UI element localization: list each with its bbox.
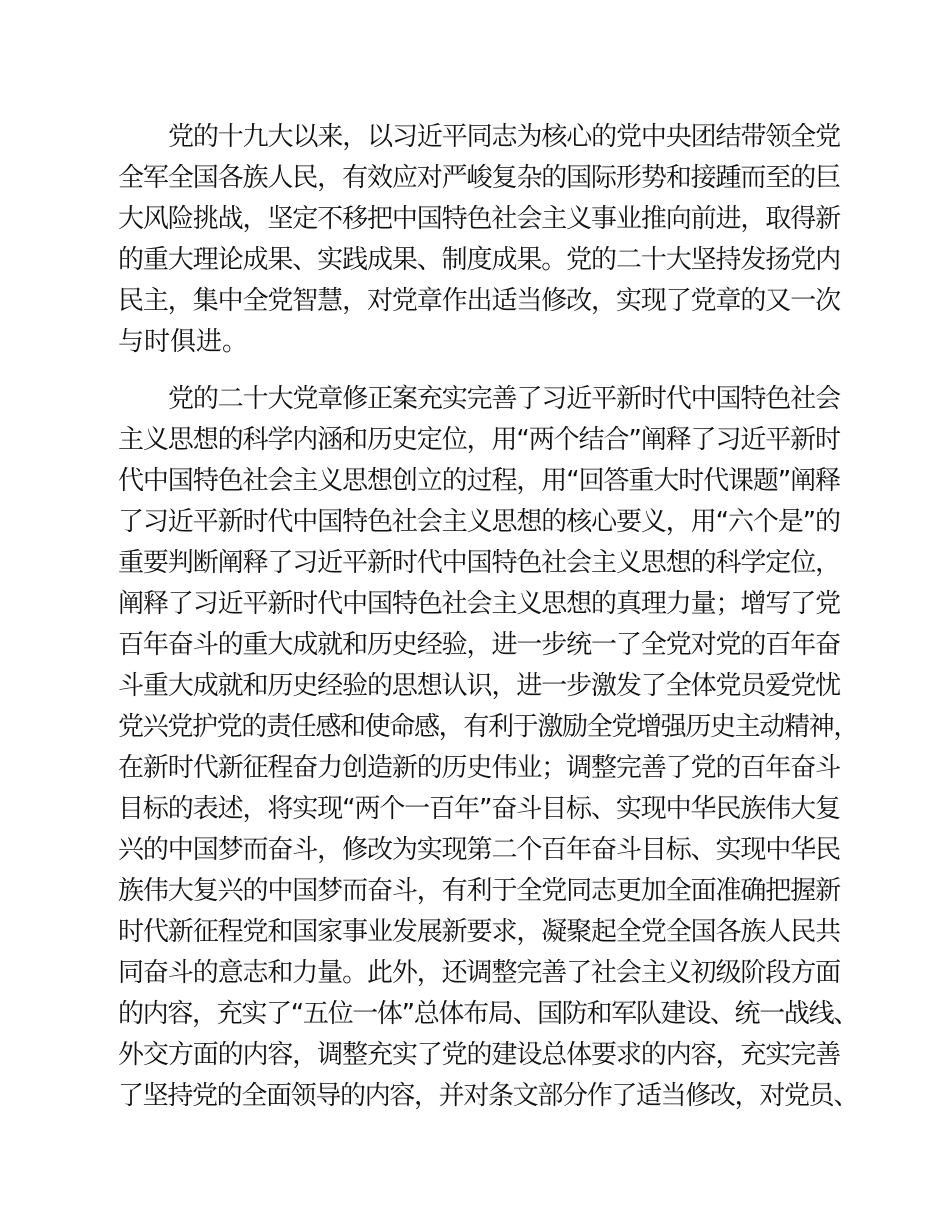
paragraph-2-line-8: 斗重大成就和历史经验的思想认识，进一步激发了全体党员爱党忧 — [118, 671, 841, 701]
paragraph-1-line-3: 大风险挑战，坚定不移把中国特色社会主义事业推向前进，取得新 — [118, 204, 841, 234]
paragraph-2-line-13: 族伟大复兴的中国梦而奋斗，有利于全党同志更加全面准确把握新 — [118, 876, 841, 906]
paragraph-2-line-18: 了坚持党的全面领导的内容，并对条文部分作了适当修改，对党员、 — [118, 1081, 859, 1111]
paragraph-1-line-6: 与时俱进。 — [118, 327, 249, 357]
paragraph-2-line-4: 了习近平新时代中国特色社会主义思想的核心要义，用“六个是”的 — [118, 507, 840, 537]
paragraph-2-line-2: 主义思想的科学内涵和历史定位，用“两个结合”阐释了习近平新时 — [118, 425, 840, 455]
paragraph-2-line-3: 代中国特色社会主义思想创立的过程，用“回答重大时代课题”阐释 — [118, 466, 840, 496]
paragraph-2-line-14: 时代新征程党和国家事业发展新要求，凝聚起全党全国各族人民共 — [118, 917, 841, 947]
paragraph-2-line-6: 阐释了习近平新时代中国特色社会主义思想的真理力量；增写了党 — [118, 589, 841, 619]
paragraph-1-line-4: 的重大理论成果、实践成果、制度成果。党的二十大坚持发扬党内 — [118, 245, 841, 275]
paragraph-2-line-16: 的内容，充实了“五位一体”总体布局、国防和军队建设、统一战线、 — [118, 999, 858, 1029]
paragraph-2-line-9: 党兴党护党的责任感和使命感，有利于激励全党增强历史主动精神， — [118, 712, 859, 742]
paragraph-2-line-7: 百年奋斗的重大成就和历史经验，进一步统一了全党对党的百年奋 — [118, 630, 841, 660]
paragraph-2-line-15: 同奋斗的意志和力量。此外，还调整完善了社会主义初级阶段方面 — [118, 958, 841, 988]
paragraph-1-line-5: 民主，集中全党智慧，对党章作出适当修改，实现了党章的又一次 — [118, 286, 841, 316]
paragraph-2-line-11: 目标的表述，将实现“两个一百年”奋斗目标、实现中华民族伟大复 — [118, 794, 840, 824]
paragraph-2-line-5: 重要判断阐释了习近平新时代中国特色社会主义思想的科学定位， — [118, 548, 841, 578]
paragraph-1-line-2: 全军全国各族人民，有效应对严峻复杂的国际形势和接踵而至的巨 — [118, 163, 841, 193]
paragraph-1-line-1: 党的十九大以来，以习近平同志为核心的党中央团结带领全党 — [168, 122, 841, 152]
paragraph-2-line-12: 兴的中国梦而奋斗，修改为实现第二个百年奋斗目标、实现中华民 — [118, 835, 841, 865]
paragraph-2-line-10: 在新时代新征程奋力创造新的历史伟业；调整完善了党的百年奋斗 — [118, 753, 841, 783]
paragraph-2-line-1: 党的二十大党章修正案充实完善了习近平新时代中国特色社会 — [168, 384, 841, 414]
paragraph-2-line-17: 外交方面的内容，调整充实了党的建设总体要求的内容，充实完善 — [118, 1040, 841, 1070]
